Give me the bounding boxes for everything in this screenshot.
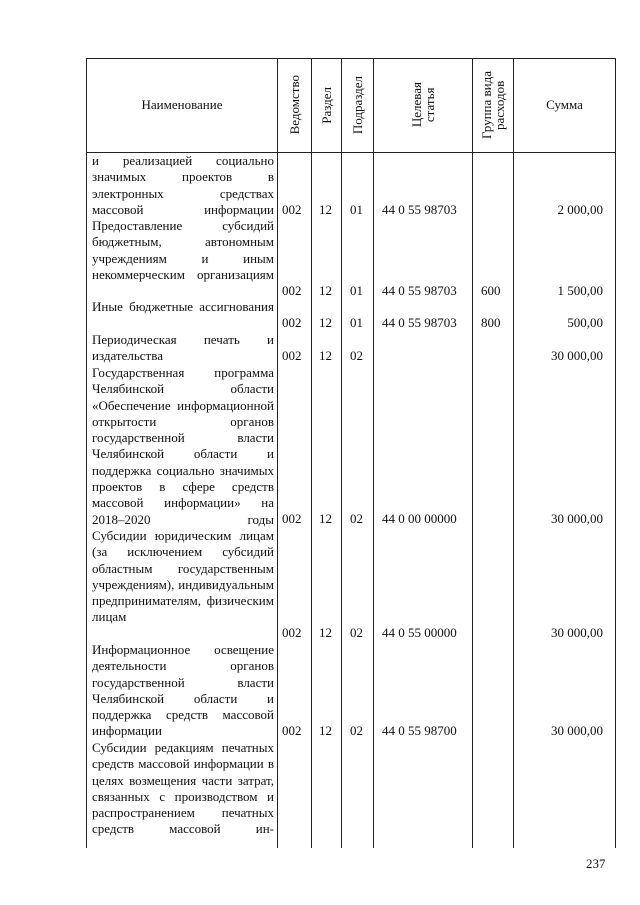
row-name: Субсидии юридическим лицам (за исключением субсидий областным государственным учреждениям), индивидуальным предпринимателям, физическим лицам xyxy=(92,528,274,625)
header-section xyxy=(312,58,341,152)
row-target: 44 0 55 98700 xyxy=(382,723,457,738)
header-sum xyxy=(514,58,615,152)
row-name: и реализацией социально значимых проектов в электронных средствах массовой информации xyxy=(92,153,274,217)
col-border-0 xyxy=(86,58,87,848)
header-expense-group xyxy=(473,58,513,152)
row-target: 44 0 55 98703 xyxy=(382,283,457,298)
row-dept: 002 xyxy=(282,625,302,640)
header-name-text: Наименование xyxy=(141,97,223,112)
col-border-5 xyxy=(472,58,473,848)
row-section: 12 xyxy=(319,315,332,330)
row-name: Периодическая печать и издательства xyxy=(92,332,274,364)
row-subsection: 01 xyxy=(350,283,363,298)
row-subsection: 02 xyxy=(350,511,363,526)
row-section: 12 xyxy=(319,202,332,217)
row-sum: 30 000,00 xyxy=(551,625,603,640)
row-target: 44 0 55 98703 xyxy=(382,202,457,217)
col-border-4 xyxy=(373,58,374,848)
col-border-1 xyxy=(277,58,278,848)
row-target: 44 0 55 00000 xyxy=(382,625,457,640)
row-dept: 002 xyxy=(282,283,302,298)
row-dept: 002 xyxy=(282,315,302,330)
row-name: Субсидии редакциям печатных средств массовой информации в целях возмещения части затрат, связанных с производством и распространением печатных средств массовой ин- xyxy=(92,740,274,837)
header-section-text: Раздел xyxy=(319,86,334,124)
col-border-2 xyxy=(311,58,312,848)
row-sum: 30 000,00 xyxy=(551,723,603,738)
row-name: Предоставление субсидий бюджетным, автономным учреждениям и иным некоммерческим организациям xyxy=(92,218,274,282)
row-name: Иные бюджетные ассигнования xyxy=(92,299,274,314)
row-section: 12 xyxy=(319,511,332,526)
row-target: 44 0 55 98703 xyxy=(382,315,457,330)
row-section: 12 xyxy=(319,625,332,640)
row-sum: 500,00 xyxy=(567,315,603,330)
col-border-6 xyxy=(513,58,514,848)
row-group: 600 xyxy=(481,283,501,298)
row-group: 800 xyxy=(481,315,501,330)
row-dept: 002 xyxy=(282,511,302,526)
header-target-text: Целевая статья xyxy=(409,82,437,128)
row-section: 12 xyxy=(319,283,332,298)
header-target xyxy=(374,58,472,152)
header-sum-text: Сумма xyxy=(546,97,583,112)
row-sum: 30 000,00 xyxy=(551,511,603,526)
row-target: 44 0 00 00000 xyxy=(382,511,457,526)
row-subsection: 01 xyxy=(350,315,363,330)
header-dept-text: Ведомство xyxy=(287,75,302,135)
row-sum: 1 500,00 xyxy=(557,283,603,298)
row-dept: 002 xyxy=(282,723,302,738)
row-name: Информационное освещение деятельности органов государственной власти Челябинской области и поддержка средств массовой информации xyxy=(92,642,274,739)
row-subsection: 02 xyxy=(350,723,363,738)
row-subsection: 02 xyxy=(350,348,363,363)
header-name xyxy=(87,58,277,152)
col-border-7 xyxy=(615,58,616,848)
row-dept: 002 xyxy=(282,348,302,363)
row-subsection: 02 xyxy=(350,625,363,640)
header-subsection-text: Подраздел xyxy=(350,75,365,135)
header-dept xyxy=(278,58,311,152)
row-section: 12 xyxy=(319,348,332,363)
budget-table xyxy=(86,58,616,848)
header-subsection xyxy=(342,58,373,152)
row-section: 12 xyxy=(319,723,332,738)
row-name: Государственная программа Челябинской области «Обеспечение информационной открытости органов государственной власти Челябинской области и поддержка социально значимых проектов в сфере средств массовой информации» на 2018–2020 годы xyxy=(92,365,274,527)
col-border-3 xyxy=(341,58,342,848)
row-dept: 002 xyxy=(282,202,302,217)
page-number: 237 xyxy=(586,856,606,871)
header-expense-group-text: Группа вида расходов xyxy=(479,71,507,139)
row-sum: 2 000,00 xyxy=(557,202,603,217)
row-subsection: 01 xyxy=(350,202,363,217)
row-sum: 30 000,00 xyxy=(551,348,603,363)
